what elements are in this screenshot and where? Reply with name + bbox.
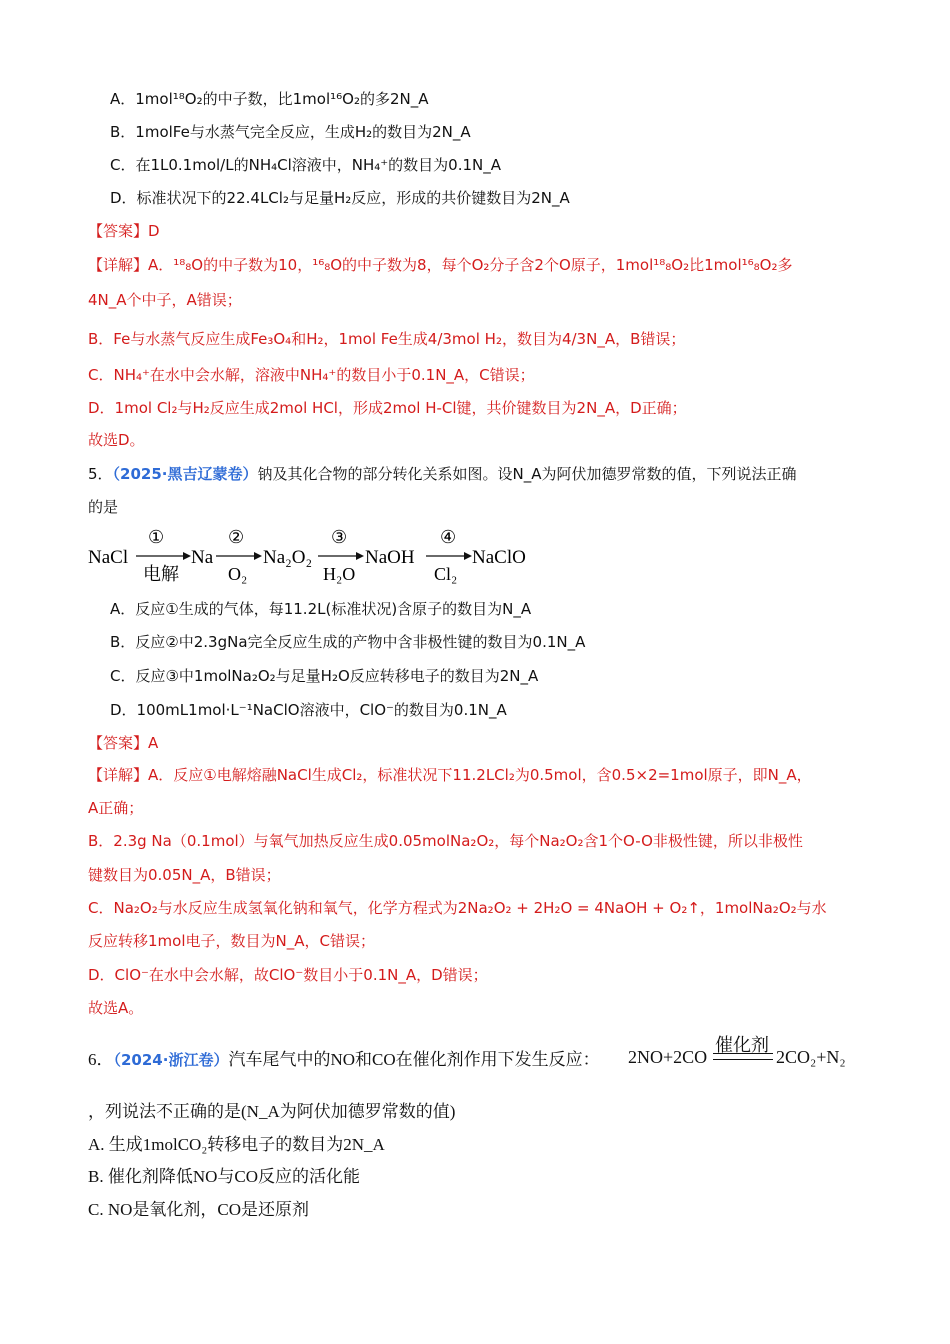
q5-reaction-scheme	[88, 528, 548, 594]
q6-stem-line1	[88, 1049, 600, 1071]
q6-equals-sign	[713, 1053, 773, 1060]
q4-explain-5: D．1mol Cl₂与H₂反应生成2mol HCl，形成2mol H-Cl键，共价键数目为2N_A，D正确；	[88, 399, 687, 417]
scheme-cond-1: 电解	[143, 564, 179, 584]
q5-explain-2: A正确；	[88, 799, 144, 817]
q4-explain-2: 4N_A个中子，A错误；	[88, 291, 242, 309]
q5-explain-3: B．2.3g Na（0.1mol）与氧气加热反应生成0.05molNa₂O₂，每个Na₂O₂含1个O-O非极性键，所以非极性	[88, 832, 803, 850]
q4-explain-3: B．Fe与水蒸气反应生成Fe₃O₄和H₂，1mol Fe生成4/3mol H₂，数目为4/3N_A，B错误；	[88, 330, 686, 348]
q4-explain-4: C．NH₄⁺在水中会水解，溶液中NH₄⁺的数目小于0.1N_A，C错误；	[88, 366, 535, 384]
q5-stem-line2: 的是	[88, 498, 119, 516]
q4-explain-6: 故选D。	[88, 431, 145, 449]
scheme-species-na2o2: Na₂O₂	[263, 547, 313, 568]
q5-explain-4: 键数目为0.05N_A，B错误；	[88, 866, 281, 884]
q5-explain-1: 【详解】A．反应①电解熔融NaCl生成Cl₂，标准状况下11.2LCl₂为0.5mol，含0.5×2=1mol原子，即N_A，	[88, 766, 812, 784]
scheme-cond-2: O₂	[228, 564, 248, 584]
q5-stem-line1	[88, 463, 797, 485]
q5-option-c: C．反应③中1molNa₂O₂与足量H₂O反应转移电子的数目为2N_A	[110, 667, 539, 685]
q4-option-b: B．1molFe与水蒸气完全反应，生成H₂的数目为2N_A	[110, 123, 471, 141]
q6-source: （2024·浙江卷）	[113, 1051, 229, 1069]
q4-option-d: D．标准状况下的22.4LCl₂与足量H₂反应，形成的共价键数目为2N_A	[110, 189, 570, 207]
scheme-species-nacl: NaCl	[88, 547, 129, 568]
q6-stem-line2: ，列说法不正确的是(N_A为阿伏加德罗常数的值)	[88, 1102, 456, 1121]
q6-catalyst: 催化剂	[715, 1035, 769, 1055]
scheme-species-naoh: NaOH	[365, 547, 415, 568]
q5-option-b: B．反应②中2.3gNa完全反应生成的产物中含非极性键的数目为0.1N_A	[110, 633, 586, 651]
q5-stem: 钠及其化合物的部分转化关系如图。设N_A为阿伏加德罗常数的值，下列说法正确	[257, 465, 797, 483]
q5-source: （2025·黑吉辽蒙卷）	[112, 465, 258, 483]
q5-answer: 【答案】A	[88, 734, 159, 752]
q6-number: 6．	[88, 1050, 114, 1069]
scheme-step-2: ②	[228, 527, 245, 547]
q5-explain-7: D．ClO⁻在水中会水解，故ClO⁻数目小于0.1N_A，D错误；	[88, 966, 488, 984]
q4-explain-1: 【详解】A．¹⁸₈O的中子数为10，¹⁶₈O的中子数为8，每个O₂分子含2个O原子，1mol¹⁸₈O₂比1mol¹⁶₈O₂多	[88, 256, 793, 274]
q5-option-d: D．100mL1mol·L⁻¹NaClO溶液中，ClO⁻的数目为0.1N_A	[110, 701, 507, 719]
q5-option-a: A．反应①生成的气体，每11.2L(标准状况)含原子的数目为N_A	[110, 600, 532, 618]
q5-explain-6: 反应转移1mol电子，数目为N_A，C错误；	[88, 932, 375, 950]
q4-answer: 【答案】D	[88, 222, 160, 240]
scheme-step-4: ④	[440, 527, 457, 547]
scheme-cond-3: H₂O	[323, 564, 356, 584]
q5-explain-8: 故选A。	[88, 999, 144, 1017]
q6-equation-left: 2NO+2CO	[628, 1047, 708, 1067]
q4-option-a: A．1mol¹⁸O₂的中子数，比1mol¹⁶O₂的多2N_A	[110, 90, 429, 108]
scheme-cond-4: Cl₂	[434, 564, 458, 584]
q6-equation-right: 2CO₂+N₂	[776, 1047, 846, 1067]
scheme-step-1: ①	[148, 527, 165, 547]
q5-number: 5．	[88, 465, 113, 483]
scheme-species-naclo: NaClO	[472, 547, 526, 568]
q4-option-c: C．在1L0.1mol/L的NH₄Cl溶液中，NH₄⁺的数目为0.1N_A	[110, 156, 502, 174]
q6-option-b: B. 催化剂降低NO与CO反应的活化能	[88, 1167, 361, 1186]
q5-explain-5: C．Na₂O₂与水反应生成氢氧化钠和氧气，化学方程式为2Na₂O₂ + 2H₂O = 4NaOH + O₂↑，1molNa₂O₂与水	[88, 899, 827, 917]
q6-option-c: C. NO是氧化剂，CO是还原剂	[88, 1200, 310, 1219]
scheme-step-3: ③	[331, 527, 348, 547]
scheme-species-na: Na	[191, 547, 214, 568]
q6-stem: 汽车尾气中的NO和CO在催化剂作用下发生反应：	[228, 1050, 600, 1069]
q6-option-a: A. 生成1molCO₂转移电子的数目为2N_A	[88, 1135, 385, 1154]
